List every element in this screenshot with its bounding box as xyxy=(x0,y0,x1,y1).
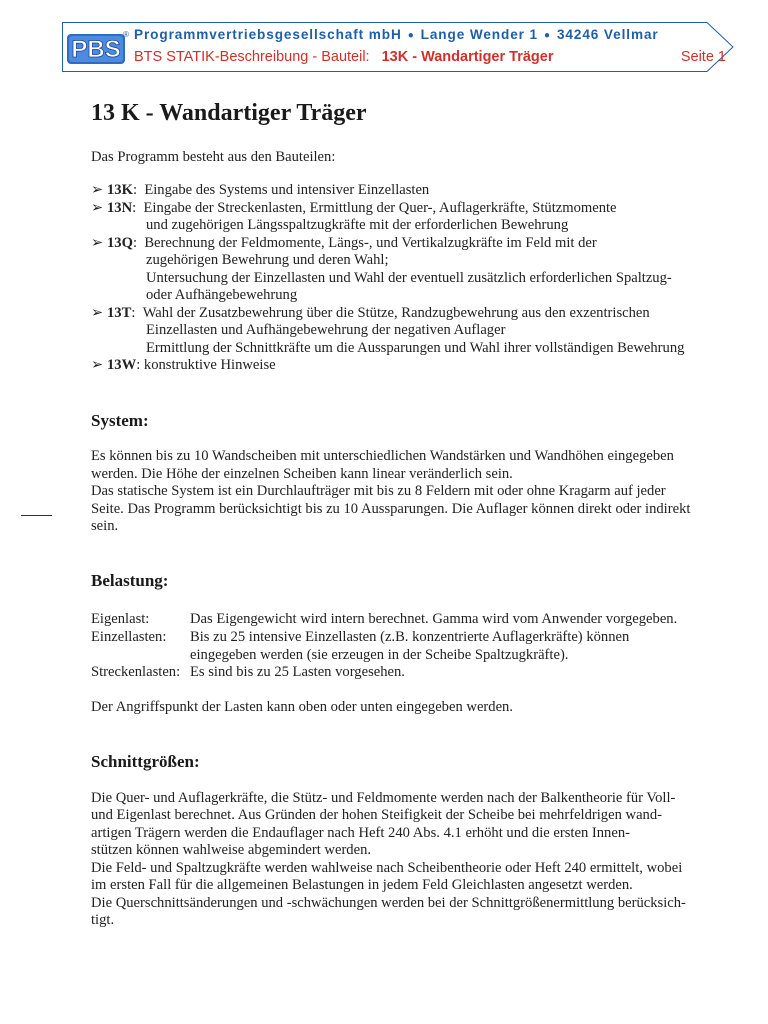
arrow-bullet-icon: ➢ xyxy=(91,235,104,251)
list-item: ➢ 13Q: Berechnung der Feldmomente, Längs-, und Vertikalzugkräfte im Feld mit der xyxy=(91,235,597,251)
margin-mark xyxy=(21,515,52,516)
schnitt-line: stützen können wahlweise abgemindert werden. xyxy=(91,842,372,858)
component-code: 13N xyxy=(107,200,133,216)
component-code: 13W xyxy=(107,357,137,373)
list-item: ➢ 13N: Eingabe der Streckenlasten, Ermittlung der Quer-, Auflagerkräfte, Stützmomente xyxy=(91,200,617,216)
document-header xyxy=(62,22,734,72)
component-desc-cont: zugehörigen Bewehrung und deren Wahl; xyxy=(146,252,389,268)
component-desc-cont: oder Aufhängebewehrung xyxy=(146,287,298,303)
arrow-bullet-icon: ➢ xyxy=(91,200,104,216)
component-code: 13Q xyxy=(107,235,133,251)
component-desc-cont: Einzellasten und Aufhängebewehrung der negativen Auflager xyxy=(146,322,506,338)
arrow-bullet-icon: ➢ xyxy=(91,357,104,373)
load-text: Bis zu 25 intensive Einzellasten (z.B. konzentrierte Auflagerkräfte) können xyxy=(190,629,630,645)
company-name: Programmvertriebsgesellschaft mbH xyxy=(134,27,402,42)
component-desc-cont: Ermittlung der Schnittkräfte um die Aussparungen und Wahl ihrer vollständigen Bewehrung xyxy=(146,340,685,356)
component-desc: Wahl der Zusatzbewehrung über die Stütze, Randzugbewehrung aus den exzentrischen xyxy=(142,305,650,321)
component-desc: Eingabe des Systems und intensiver Einzellasten xyxy=(144,182,430,198)
page-title: 13 K - Wandartiger Träger xyxy=(91,100,367,126)
section-heading-system: System: xyxy=(91,411,149,430)
list-item: ➢ 13W: konstruktive Hinweise xyxy=(91,357,276,373)
system-line: Seite. Das Programm berücksichtigt bis zu 10 Aussparungen. Die Auflager können direkt oder indirekt xyxy=(91,501,691,517)
page-number: Seite 1 xyxy=(680,49,726,65)
section-heading-belastung: Belastung: xyxy=(91,571,169,590)
list-item: ➢ 13T: Wahl der Zusatzbewehrung über die Stütze, Randzugbewehrung aus den exzentrischen xyxy=(91,305,650,321)
schnitt-line: Die Querschnittsänderungen und -schwächungen werden bei der Schnittgrößenermittlung berücksich- xyxy=(91,895,686,911)
system-line: werden. Die Höhe der einzelnen Scheiben kann linear veränderlich sein. xyxy=(91,466,513,482)
load-label: Eigenlast: xyxy=(91,611,150,627)
load-label: Einzellasten: xyxy=(91,629,167,645)
schnitt-line: und Eigenlast berechnet. Aus Gründen der hohen Steifigkeit der Scheibe bei mehrfeldrigen wand- xyxy=(91,807,663,823)
component-code: 13K xyxy=(107,182,133,198)
load-text: eingegeben werden (sie erzeugen in der Scheibe Spaltzugkräfte). xyxy=(190,647,569,663)
load-note: Der Angriffspunkt der Lasten kann oben oder unten eingegeben werden. xyxy=(91,699,513,715)
company-street: Lange Wender 1 xyxy=(420,27,538,42)
company-line xyxy=(134,27,659,42)
schnitt-line: tigt. xyxy=(91,912,115,928)
component-desc: Eingabe der Streckenlasten, Ermittlung der Quer-, Auflagerkräfte, Stützmomente xyxy=(143,200,617,216)
schnitt-line: im ersten Fall für die allgemeinen Belastungen in jedem Feld Gleichlasten angesetzt werden. xyxy=(91,877,633,893)
component-code: 13T xyxy=(107,305,132,321)
component-desc-cont: und zugehörigen Längsspaltzugkräfte mit der erforderlichen Bewehrung xyxy=(146,217,569,233)
intro-text: Das Programm besteht aus den Bauteilen: xyxy=(91,149,336,165)
system-line: Es können bis zu 10 Wandscheiben mit unterschiedlichen Wandstärken und Wandhöhen eingegeben xyxy=(91,448,674,464)
logo-text: PBS xyxy=(71,36,121,63)
schnitt-line: Die Quer- und Auflagerkräfte, die Stütz- und Feldmomente werden nach der Balkentheorie für Voll- xyxy=(91,790,676,806)
system-line: Das statische System ist ein Durchlaufträger mit bis zu 8 Feldern mit oder ohne Kragarm auf jeder xyxy=(91,483,666,499)
section-heading-schnittgroessen: Schnittgrößen: xyxy=(91,752,200,771)
list-item: ➢ 13K: Eingabe des Systems und intensiver Einzellasten xyxy=(91,182,430,198)
doc-subline xyxy=(134,49,726,65)
doc-label: BTS STATIK-Beschreibung - Bauteil: xyxy=(134,49,370,65)
system-line: sein. xyxy=(91,518,119,534)
load-label: Streckenlasten: xyxy=(91,664,181,680)
arrow-bullet-icon: ➢ xyxy=(91,182,104,198)
component-desc: Berechnung der Feldmomente, Längs-, und Vertikalzugkräfte im Feld mit der xyxy=(144,235,597,251)
bullet-dot: ● xyxy=(407,30,415,41)
pbs-logo xyxy=(66,28,128,68)
schnitt-line: Die Feld- und Spaltzugkräfte werden wahlweise nach Scheibentheorie oder Heft 240 ermittelt, wobei xyxy=(91,860,683,876)
component-desc-cont: Untersuchung der Einzellasten und Wahl der eventuell zusätzlich erforderlichen Spaltzug- xyxy=(146,270,672,286)
registered-mark: ® xyxy=(123,30,129,39)
load-text: Das Eigengewicht wird intern berechnet. Gamma wird vom Anwender vorgegeben. xyxy=(190,611,678,627)
arrow-bullet-icon: ➢ xyxy=(91,305,104,321)
schnitt-line: artigen Trägern werden die Endauflager nach Heft 240 Abs. 4.1 erhöht und die ersten Innen- xyxy=(91,825,630,841)
company-city: 34246 Vellmar xyxy=(556,27,659,42)
bullet-dot: ● xyxy=(544,30,551,41)
load-text: Es sind bis zu 25 Lasten vorgesehen. xyxy=(190,664,405,680)
part-name: 13K - Wandartiger Träger xyxy=(381,49,554,65)
component-desc: konstruktive Hinweise xyxy=(143,357,276,373)
